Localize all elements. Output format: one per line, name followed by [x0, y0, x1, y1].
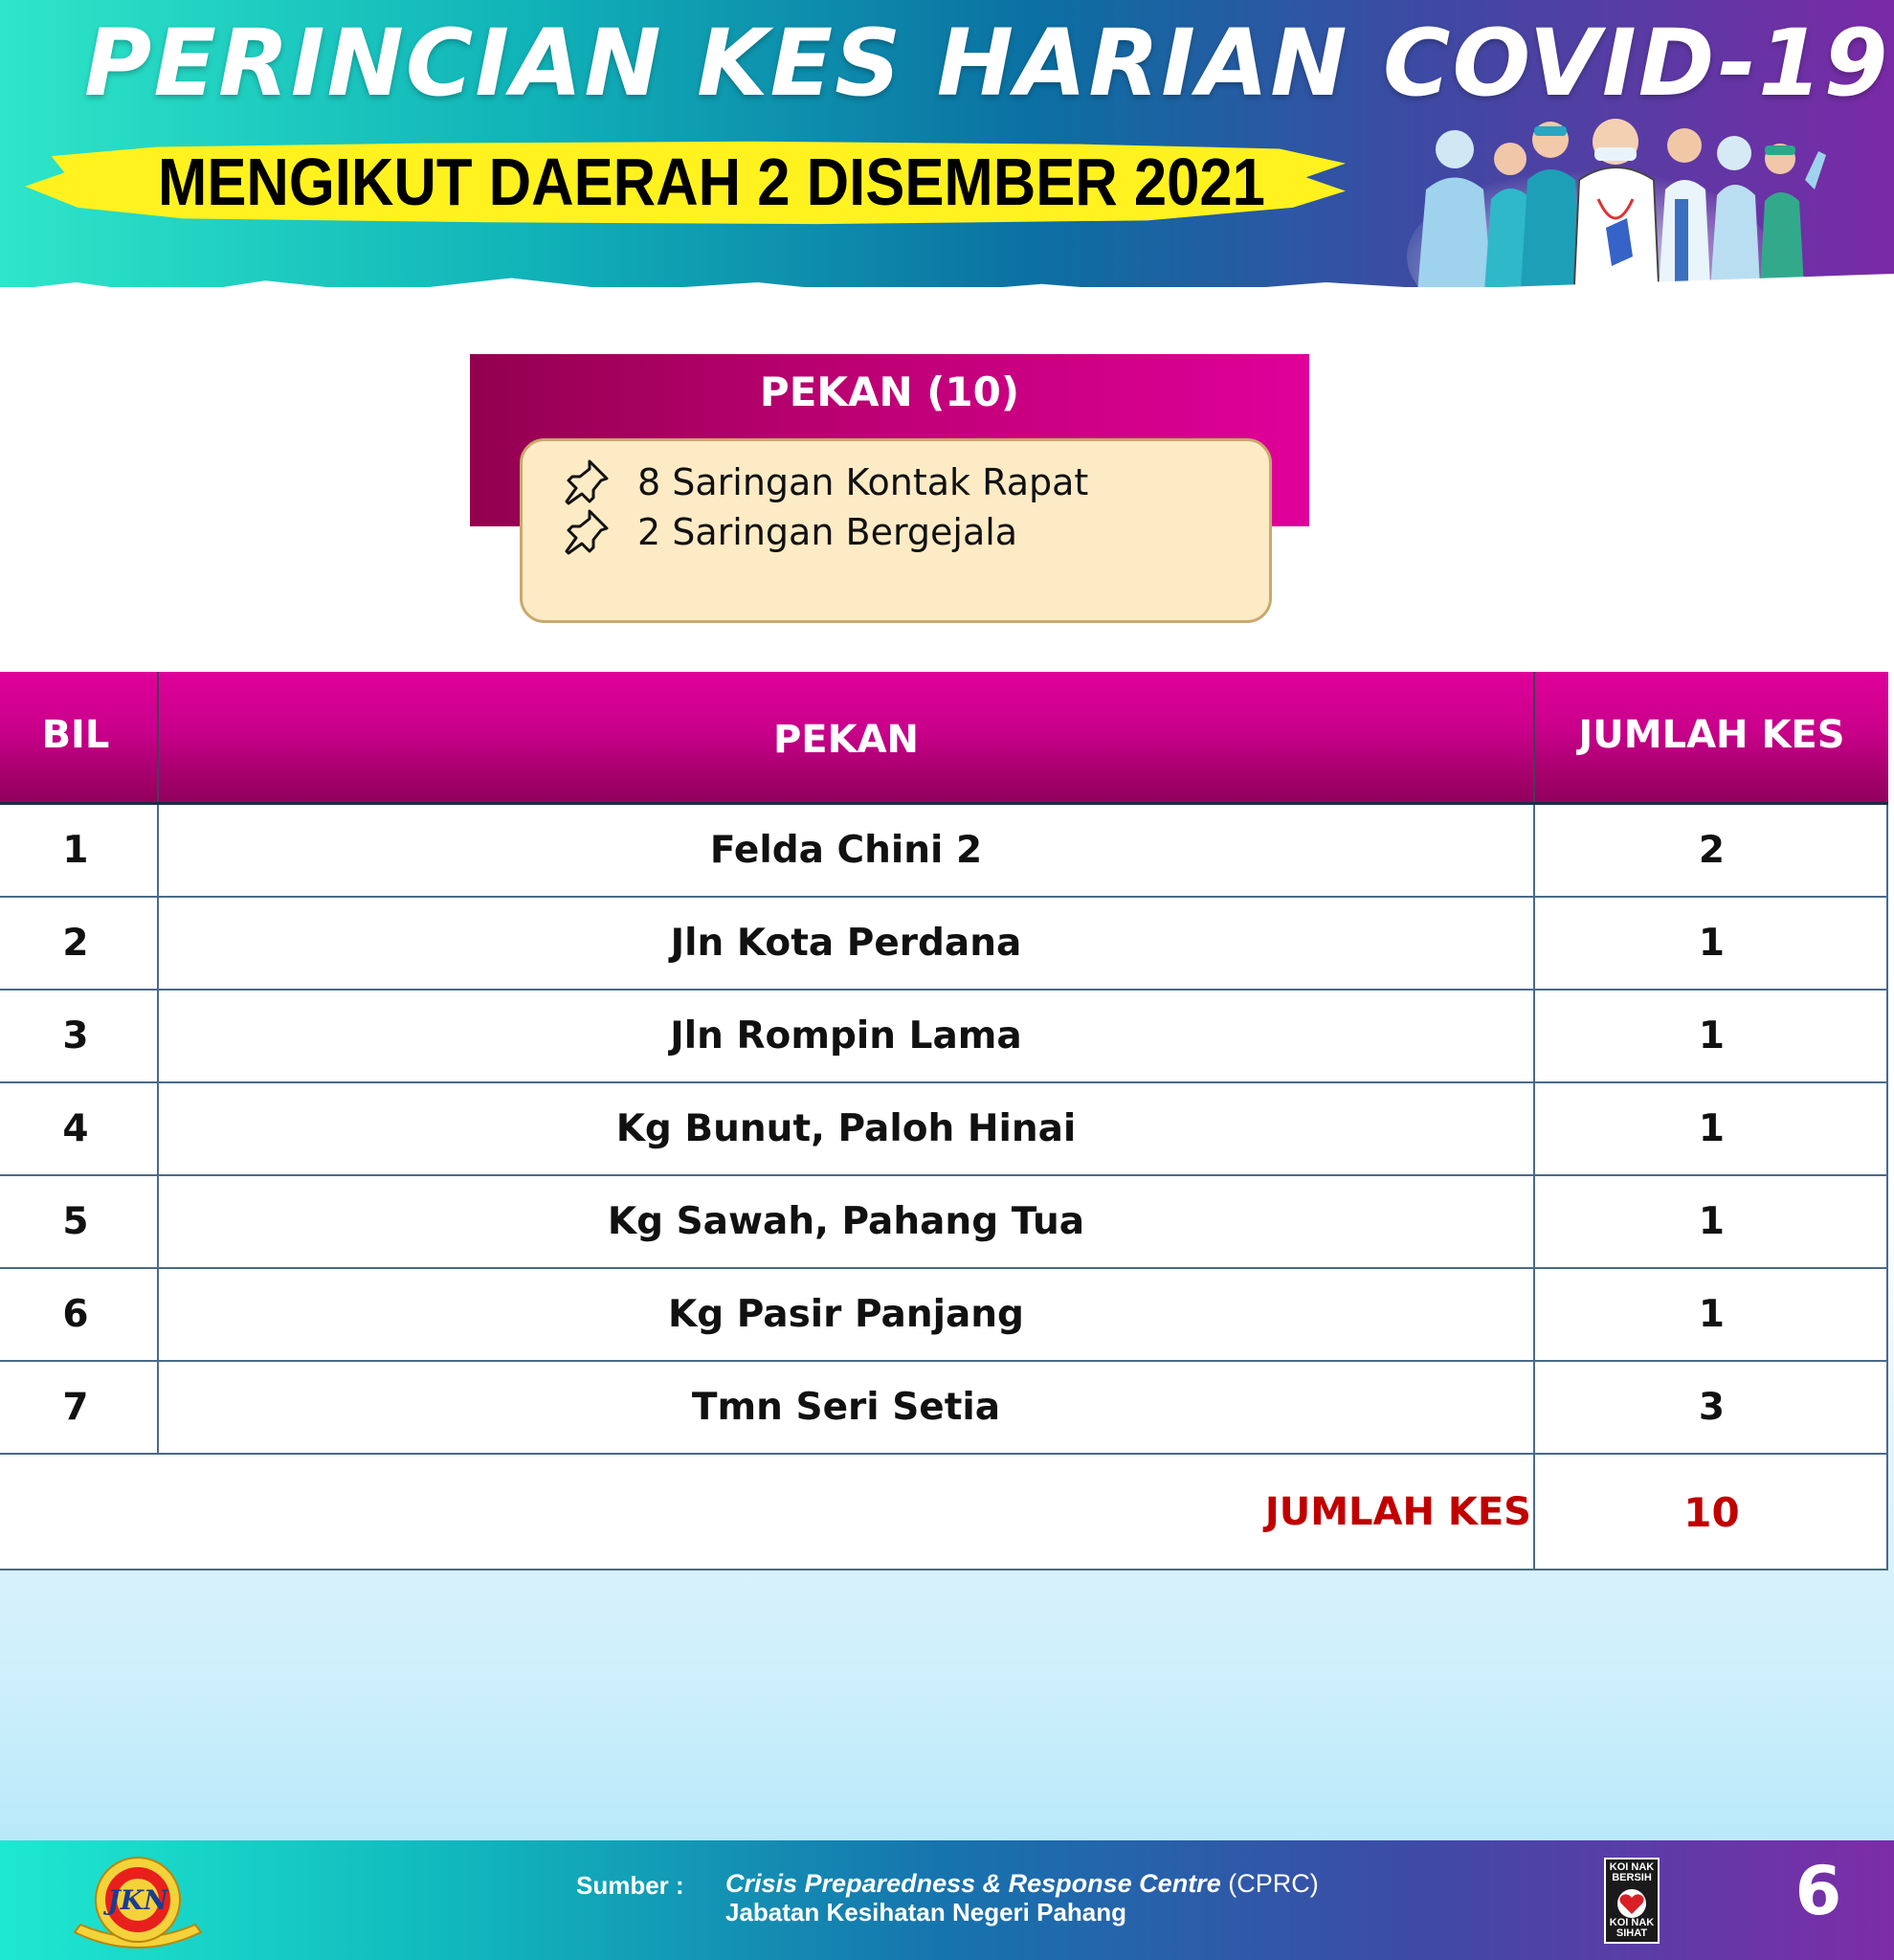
page-subtitle: MENGIKUT DAERAH 2 DISEMBER 2021 [158, 145, 1265, 219]
row-location: Tmn Seri Setia [691, 1386, 1001, 1429]
heart-icon [1615, 1888, 1649, 1919]
row-location: Jln Kota Perdana [670, 922, 1022, 965]
row-number: 5 [62, 1200, 89, 1243]
row-number: 6 [62, 1293, 89, 1336]
row-case-count: 1 [1698, 1107, 1726, 1150]
table-row [0, 1269, 1888, 1362]
header-pekan: PEKAN [772, 718, 920, 762]
page-number: 6 [1794, 1852, 1842, 1930]
source-abbr: (CPRC) [1220, 1869, 1319, 1898]
source-label: Sumber : [576, 1871, 684, 1900]
row-location: Kg Pasir Panjang [668, 1293, 1024, 1336]
source-department: Jabatan Kesihatan Negeri Pahang [725, 1898, 1127, 1927]
row-case-count: 2 [1698, 829, 1726, 872]
row-number: 7 [62, 1386, 89, 1429]
total-value: 10 [1683, 1488, 1740, 1536]
header-jumlah-kes: JUMLAH KES [1578, 713, 1845, 757]
source-italic: Crisis Preparedness & Response Centre [725, 1869, 1221, 1898]
row-location: Kg Sawah, Pahang Tua [607, 1200, 1085, 1243]
row-location: Felda Chini 2 [709, 829, 983, 872]
pushpin-icon [561, 507, 611, 557]
row-location: Jln Rompin Lama [670, 1014, 1022, 1058]
jkn-logo [56, 1850, 220, 1953]
row-number: 2 [62, 922, 89, 965]
row-case-count: 1 [1698, 1293, 1726, 1336]
row-case-count: 1 [1698, 1014, 1726, 1058]
table-row [0, 1083, 1888, 1176]
total-label: JUMLAH KES [1264, 1490, 1531, 1534]
badge-bottom-text: KOI NAK SIHAT [1609, 1917, 1655, 1939]
page-title: PERINCIAN KES HARIAN COVID-19 [84, 10, 1890, 117]
row-number: 3 [62, 1014, 89, 1058]
row-number: 1 [62, 829, 89, 872]
footer-bar [0, 1840, 1894, 1960]
row-location: Kg Bunut, Paloh Hinai [615, 1107, 1077, 1150]
table-row [0, 1362, 1888, 1455]
table-row [0, 1176, 1888, 1269]
table-header [0, 672, 1888, 804]
logo-letters: JKN [107, 1884, 168, 1916]
row-case-count: 1 [1698, 922, 1726, 965]
table-row [0, 991, 1888, 1083]
row-case-count: 3 [1698, 1386, 1726, 1429]
pushpin-icon [561, 457, 611, 507]
note-text: 8 Saringan Kontak Rapat [637, 461, 1089, 503]
district-title: PEKAN (10) [759, 368, 1020, 415]
table-row [0, 805, 1888, 898]
source-organisation [725, 1869, 1319, 1899]
row-case-count: 1 [1698, 1200, 1726, 1243]
screening-notes-box [520, 438, 1272, 623]
header-banner [0, 0, 1894, 287]
row-number: 4 [62, 1107, 89, 1150]
note-symptomatic [561, 508, 1017, 556]
cases-table [0, 805, 1888, 1570]
header-bil: BIL [41, 713, 110, 757]
table-row [0, 898, 1888, 991]
koi-nak-sihat-badge [1604, 1858, 1660, 1944]
total-row [0, 1456, 1888, 1570]
healthcare-workers-illustration [1397, 113, 1894, 287]
badge-top-text: KOI NAK BERSIH [1609, 1861, 1655, 1883]
note-text: 2 Saringan Bergejala [637, 511, 1018, 553]
column-divider [157, 805, 159, 1455]
note-close-contact [561, 458, 1088, 506]
